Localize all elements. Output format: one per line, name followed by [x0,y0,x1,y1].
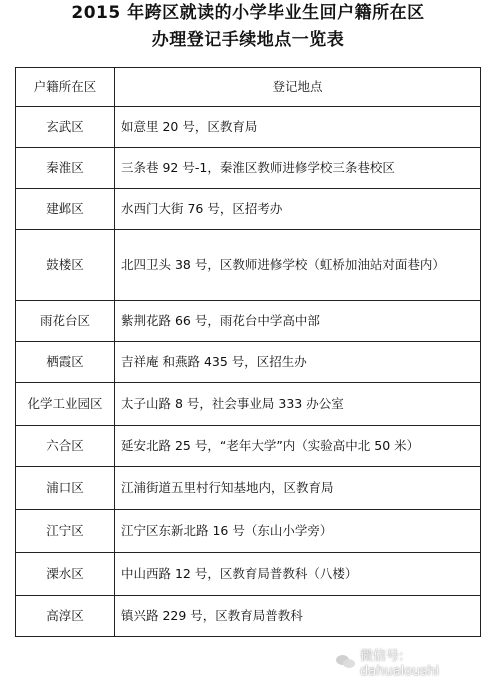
location-cell: 镇兴路 229 号，区教育局普教科 [115,596,481,637]
table-row [16,426,481,467]
district-cell: 江宁区 [16,510,115,553]
location-cell: 北四卫头 38 号，区教师进修学校（虹桥加油站对面巷内） [115,230,481,301]
table-row [16,383,481,426]
document-title-line-2: 办理登记手续地点一览表 [151,30,345,50]
district-cell: 栖霞区 [16,342,115,383]
district-cell: 雨花台区 [16,301,115,342]
table-row [16,596,481,637]
district-cell: 高淳区 [16,596,115,637]
location-cell: 紫荆花路 66 号，雨花台中学高中部 [115,301,481,342]
location-cell: 中山西路 12 号，区教育局普教科（八楼） [115,553,481,596]
district-cell: 玄武区 [16,107,115,148]
document-title-line-1: 2015 年跨区就读的小学毕业生回户籍所在区 [71,3,425,23]
district-cell: 鼓楼区 [16,230,115,301]
table-row [16,553,481,596]
district-cell: 六合区 [16,426,115,467]
table-row [16,301,481,342]
registration-table [15,67,481,637]
table-row [16,510,481,553]
location-cell: 吉祥庵 和燕路 435 号，区招生办 [115,342,481,383]
table-row [16,189,481,230]
location-cell: 江宁区东新北路 16 号（东山小学旁） [115,510,481,553]
table-row [16,230,481,301]
location-cell: 三条巷 92 号-1，秦淮区教师进修学校三条巷校区 [115,148,481,189]
district-cell: 秦淮区 [16,148,115,189]
header-district: 户籍所在区 [16,68,115,107]
header-location: 登记地点 [115,68,481,107]
district-cell: 建邺区 [16,189,115,230]
wechat-icon [336,654,356,670]
table-row [16,148,481,189]
watermark-text: 微信号: dahualoushi [360,649,440,679]
table-header-row [16,68,481,107]
location-cell: 太子山路 8 号，社会事业局 333 办公室 [115,383,481,426]
location-cell: 水西门大街 76 号，区招考办 [115,189,481,230]
district-cell: 浦口区 [16,467,115,510]
district-cell: 溧水区 [16,553,115,596]
location-cell: 延安北路 25 号，“老年大学”内（实验高中北 50 米） [115,426,481,467]
table-row [16,107,481,148]
wechat-watermark [336,646,486,678]
location-cell: 江浦街道五里村行知基地内，区教育局 [115,467,481,510]
table-row [16,342,481,383]
table-row [16,467,481,510]
district-cell: 化学工业园区 [16,383,115,426]
location-cell: 如意里 20 号，区教育局 [115,107,481,148]
